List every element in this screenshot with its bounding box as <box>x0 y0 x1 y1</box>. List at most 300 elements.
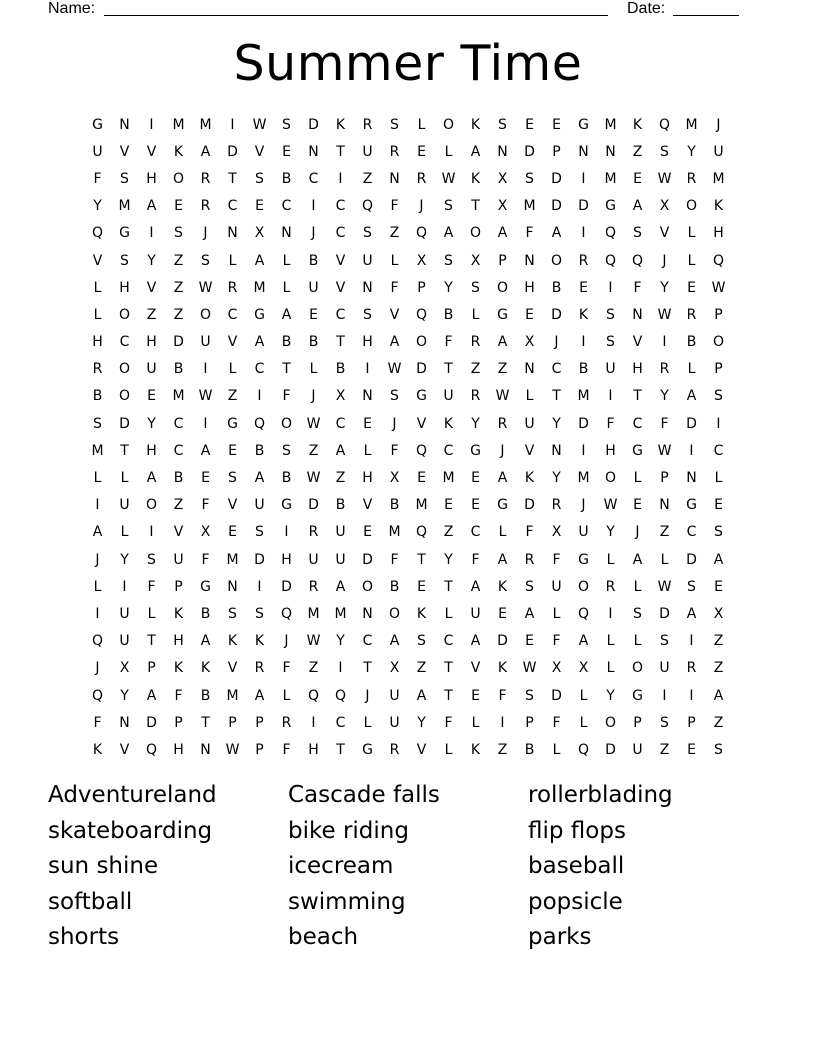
grid-letter: H <box>308 741 319 758</box>
grid-letter: E <box>687 741 696 758</box>
grid-letter: S <box>120 170 129 187</box>
grid-letter: T <box>336 143 345 160</box>
grid-letter: M <box>577 388 590 405</box>
grid-letter: F <box>633 279 642 296</box>
grid-letter: S <box>390 388 399 405</box>
grid-letter: L <box>444 143 453 160</box>
grid-letter: X <box>659 198 670 215</box>
grid-letter: W <box>306 470 321 487</box>
grid-letter: X <box>389 660 400 677</box>
grid-letter: N <box>362 388 373 405</box>
grid-letter: M <box>253 279 266 296</box>
grid-row <box>84 573 732 600</box>
grid-letter: C <box>335 225 346 242</box>
grid-letter: I <box>689 442 694 459</box>
grid-letter: M <box>334 605 347 622</box>
grid-letter: M <box>307 605 320 622</box>
grid-letter: I <box>581 442 586 459</box>
grid-letter: D <box>281 578 292 595</box>
grid-letter: C <box>119 334 130 351</box>
grid-letter: U <box>362 143 373 160</box>
grid-letter: L <box>687 361 696 378</box>
grid-letter: D <box>362 551 373 568</box>
grid-letter: D <box>551 170 562 187</box>
grid-letter: L <box>714 470 723 487</box>
grid-letter: X <box>416 252 427 269</box>
grid-row <box>84 410 732 437</box>
grid-letter: U <box>308 279 319 296</box>
grid-letter: Y <box>444 551 453 568</box>
grid-letter: L <box>525 388 534 405</box>
grid-letter: R <box>389 143 400 160</box>
grid-letter: W <box>441 170 456 187</box>
grid-letter: E <box>147 388 156 405</box>
grid-letter: M <box>226 687 239 704</box>
grid-letter: Q <box>577 605 590 622</box>
grid-letter: I <box>608 605 613 622</box>
grid-letter: F <box>282 388 291 405</box>
grid-letter: E <box>471 687 480 704</box>
grid-letter: I <box>581 225 586 242</box>
word-list-item: swimming <box>288 888 406 915</box>
grid-letter: Q <box>658 116 671 133</box>
grid-letter: V <box>227 497 238 514</box>
grid-letter: Z <box>227 388 238 405</box>
grid-letter: H <box>632 361 643 378</box>
grid-letter: C <box>443 633 454 650</box>
grid-letter: Y <box>336 633 345 650</box>
grid-letter: A <box>254 252 265 269</box>
grid-letter: K <box>470 170 481 187</box>
grid-letter: C <box>335 306 346 323</box>
grid-letter: Z <box>173 252 184 269</box>
grid-letter: S <box>255 170 264 187</box>
grid-letter: S <box>255 524 264 541</box>
grid-row <box>84 628 732 655</box>
grid-letter: H <box>173 741 184 758</box>
grid-letter: S <box>282 442 291 459</box>
grid-letter: M <box>604 170 617 187</box>
name-field-line[interactable] <box>104 15 608 16</box>
grid-letter: F <box>201 551 210 568</box>
grid-letter: L <box>444 605 453 622</box>
grid-letter: G <box>362 741 373 758</box>
grid-letter: I <box>365 361 370 378</box>
grid-letter: S <box>471 279 480 296</box>
grid-letter: J <box>284 633 289 650</box>
grid-letter: W <box>657 306 672 323</box>
grid-letter: S <box>714 388 723 405</box>
grid-letter: A <box>632 198 643 215</box>
grid-letter: B <box>281 470 292 487</box>
grid-letter: S <box>660 143 669 160</box>
grid-letter: E <box>282 143 291 160</box>
grid-letter: C <box>335 415 346 432</box>
grid-letter: L <box>471 714 480 731</box>
word-list-item: beach <box>288 924 359 950</box>
grid-letter: G <box>632 687 643 704</box>
grid-letter: M <box>712 170 725 187</box>
grid-row <box>84 600 732 627</box>
grid-letter: S <box>228 470 237 487</box>
grid-letter: U <box>632 741 643 758</box>
grid-letter: E <box>714 578 723 595</box>
grid-letter: Q <box>712 252 725 269</box>
grid-letter: S <box>282 116 291 133</box>
grid-letter: D <box>659 605 670 622</box>
grid-letter: T <box>417 551 426 568</box>
grid-letter: L <box>606 633 615 650</box>
grid-letter: R <box>497 415 508 432</box>
grid-letter: W <box>657 578 672 595</box>
grid-row <box>84 356 732 383</box>
grid-letter: N <box>524 252 535 269</box>
grid-letter: N <box>497 143 508 160</box>
grid-letter: O <box>172 170 185 187</box>
grid-letter: G <box>119 225 130 242</box>
word-list-item: skateboarding <box>48 817 213 844</box>
grid-letter: T <box>444 361 453 378</box>
grid-letter: L <box>282 279 291 296</box>
grid-letter: Z <box>335 470 346 487</box>
word-list-item: popsicle <box>528 888 623 915</box>
grid-letter: E <box>525 116 534 133</box>
grid-letter: P <box>174 714 183 731</box>
grid-letter: B <box>254 442 265 459</box>
grid-letter: K <box>173 605 184 622</box>
grid-letter: U <box>254 497 265 514</box>
grid-letter: G <box>632 442 643 459</box>
grid-letter: F <box>390 279 399 296</box>
grid-letter: L <box>93 578 102 595</box>
grid-letter: B <box>92 388 103 405</box>
grid-letter: E <box>552 116 561 133</box>
grid-row <box>84 464 732 491</box>
grid-letter: B <box>389 578 400 595</box>
grid-letter: Q <box>91 225 104 242</box>
grid-letter: Q <box>604 225 617 242</box>
grid-letter: L <box>606 551 615 568</box>
word-search-grid <box>84 111 732 764</box>
grid-row <box>84 138 732 165</box>
grid-letter: K <box>578 306 589 323</box>
grid-letter: Z <box>713 714 724 731</box>
grid-letter: U <box>551 578 562 595</box>
grid-letter: Z <box>713 660 724 677</box>
grid-letter: D <box>416 361 427 378</box>
grid-letter: Z <box>443 524 454 541</box>
grid-letter: J <box>95 660 100 677</box>
word-list-item: shorts <box>48 924 120 950</box>
grid-letter: A <box>200 633 211 650</box>
grid-letter: I <box>581 170 586 187</box>
grid-letter: X <box>119 660 130 677</box>
grid-letter: E <box>255 198 264 215</box>
grid-letter: R <box>470 388 481 405</box>
grid-letter: B <box>173 470 184 487</box>
grid-letter: W <box>657 442 672 459</box>
grid-row <box>84 111 732 138</box>
grid-letter: U <box>119 633 130 650</box>
word-list-item: sun shine <box>48 853 159 879</box>
grid-letter: I <box>257 388 262 405</box>
grid-letter: L <box>120 470 129 487</box>
grid-letter: E <box>417 470 426 487</box>
grid-letter: I <box>203 415 208 432</box>
grid-letter: M <box>388 524 401 541</box>
grid-letter: I <box>203 361 208 378</box>
grid-letter: U <box>578 524 589 541</box>
grid-letter: Y <box>660 388 669 405</box>
word-list-item: parks <box>528 924 592 950</box>
grid-letter: C <box>308 170 319 187</box>
grid-letter: U <box>713 143 724 160</box>
grid-letter: C <box>173 442 184 459</box>
grid-letter: L <box>363 442 372 459</box>
grid-letter: I <box>662 334 667 351</box>
grid-letter: W <box>225 741 240 758</box>
grid-letter: O <box>604 714 617 731</box>
grid-letter: A <box>551 225 562 242</box>
grid-row <box>84 383 732 410</box>
grid-letter: L <box>120 524 129 541</box>
date-field-line[interactable] <box>673 15 739 16</box>
grid-letter: S <box>120 252 129 269</box>
grid-letter: S <box>363 306 372 323</box>
grid-letter: K <box>524 470 535 487</box>
grid-letter: Z <box>416 660 427 677</box>
grid-letter: O <box>631 660 644 677</box>
grid-letter: E <box>228 442 237 459</box>
grid-letter: L <box>687 252 696 269</box>
grid-letter: N <box>200 741 211 758</box>
grid-letter: L <box>390 252 399 269</box>
grid-letter: Y <box>552 415 561 432</box>
grid-letter: M <box>226 551 239 568</box>
grid-letter: F <box>282 741 291 758</box>
grid-letter: F <box>282 660 291 677</box>
grid-letter: S <box>147 551 156 568</box>
grid-letter: V <box>119 741 130 758</box>
grid-letter: L <box>228 252 237 269</box>
grid-letter: T <box>228 170 237 187</box>
grid-letter: I <box>338 660 343 677</box>
page-title: Summer Time <box>233 35 583 92</box>
grid-letter: P <box>147 660 156 677</box>
grid-letter: Q <box>604 252 617 269</box>
grid-letter: Z <box>659 741 670 758</box>
word-list-item: baseball <box>528 853 625 879</box>
grid-letter: E <box>363 415 372 432</box>
grid-letter: R <box>308 578 319 595</box>
grid-letter: R <box>92 361 103 378</box>
grid-letter: R <box>308 524 319 541</box>
grid-letter: P <box>714 361 723 378</box>
grid-letter: I <box>581 334 586 351</box>
grid-letter: X <box>470 252 481 269</box>
grid-letter: A <box>416 687 427 704</box>
grid-row <box>84 247 732 274</box>
grid-letter: M <box>604 116 617 133</box>
grid-letter: H <box>524 279 535 296</box>
grid-letter: L <box>93 279 102 296</box>
grid-letter: L <box>309 361 318 378</box>
grid-letter: H <box>173 633 184 650</box>
grid-row <box>84 492 732 519</box>
grid-row <box>84 301 732 328</box>
grid-letter: N <box>281 225 292 242</box>
grid-letter: X <box>497 198 508 215</box>
grid-letter: Y <box>120 687 129 704</box>
grid-letter: Z <box>632 143 643 160</box>
grid-letter: D <box>686 415 697 432</box>
grid-letter: S <box>174 225 183 242</box>
grid-letter: G <box>254 306 265 323</box>
grid-letter: P <box>228 714 237 731</box>
grid-row <box>84 709 732 736</box>
grid-letter: K <box>470 116 481 133</box>
grid-letter: L <box>579 714 588 731</box>
grid-letter: P <box>660 470 669 487</box>
grid-letter: K <box>713 198 724 215</box>
grid-letter: S <box>390 116 399 133</box>
grid-letter: D <box>254 551 265 568</box>
word-list-item: rollerblading <box>528 782 673 808</box>
grid-letter: E <box>633 170 642 187</box>
grid-letter: C <box>470 524 481 541</box>
grid-letter: C <box>443 442 454 459</box>
grid-letter: D <box>578 415 589 432</box>
grid-letter: T <box>147 633 156 650</box>
grid-letter: U <box>524 415 535 432</box>
grid-letter: G <box>281 497 292 514</box>
grid-letter: N <box>119 714 130 731</box>
grid-letter: P <box>633 714 642 731</box>
grid-letter: X <box>254 225 265 242</box>
grid-letter: K <box>443 415 454 432</box>
grid-letter: S <box>444 252 453 269</box>
grid-letter: Z <box>497 361 508 378</box>
grid-letter: A <box>497 551 508 568</box>
grid-row <box>84 519 732 546</box>
grid-letter: Y <box>687 143 696 160</box>
grid-letter: S <box>687 578 696 595</box>
grid-letter: P <box>255 741 264 758</box>
grid-letter: N <box>686 470 697 487</box>
grid-letter: N <box>578 143 589 160</box>
grid-letter: D <box>227 143 238 160</box>
grid-letter: W <box>306 633 321 650</box>
grid-letter: V <box>362 497 373 514</box>
grid-letter: N <box>227 578 238 595</box>
grid-letter: P <box>174 578 183 595</box>
grid-letter: W <box>306 415 321 432</box>
grid-letter: M <box>685 116 698 133</box>
grid-letter: R <box>227 279 238 296</box>
grid-letter: F <box>552 714 561 731</box>
grid-letter: C <box>254 361 265 378</box>
grid-letter: K <box>335 116 346 133</box>
grid-letter: D <box>146 714 157 731</box>
word-list-item: softball <box>48 888 133 915</box>
grid-letter: T <box>444 578 453 595</box>
grid-letter: O <box>712 334 725 351</box>
grid-letter: M <box>172 116 185 133</box>
grid-letter: L <box>93 306 102 323</box>
grid-letter: M <box>523 198 536 215</box>
grid-letter: V <box>389 306 400 323</box>
date-label: Date: <box>627 0 666 17</box>
grid-letter: M <box>199 116 212 133</box>
grid-letter: N <box>551 442 562 459</box>
grid-letter: D <box>308 497 319 514</box>
grid-letter: F <box>390 198 399 215</box>
grid-letter: I <box>608 279 613 296</box>
grid-letter: L <box>363 714 372 731</box>
word-list-item: Cascade falls <box>288 782 440 808</box>
grid-letter: Z <box>389 225 400 242</box>
grid-row <box>84 736 732 763</box>
name-label: Name: <box>48 0 96 17</box>
grid-letter: I <box>95 605 100 622</box>
grid-letter: G <box>578 551 589 568</box>
grid-letter: B <box>335 497 346 514</box>
grid-letter: O <box>118 388 131 405</box>
grid-letter: F <box>606 415 615 432</box>
grid-letter: A <box>497 470 508 487</box>
grid-letter: A <box>713 551 724 568</box>
grid-letter: E <box>525 633 534 650</box>
grid-letter: U <box>389 714 400 731</box>
grid-letter: I <box>500 714 505 731</box>
grid-letter: H <box>92 334 103 351</box>
grid-letter: E <box>714 497 723 514</box>
grid-letter: O <box>145 497 158 514</box>
grid-letter: U <box>200 334 211 351</box>
grid-letter: Y <box>606 524 615 541</box>
grid-letter: N <box>362 279 373 296</box>
grid-letter: F <box>390 551 399 568</box>
grid-letter: S <box>660 633 669 650</box>
grid-letter: L <box>417 116 426 133</box>
grid-letter: M <box>442 470 455 487</box>
grid-letter: V <box>146 279 157 296</box>
grid-letter: J <box>311 225 316 242</box>
grid-letter: W <box>198 279 213 296</box>
grid-letter: Z <box>659 524 670 541</box>
grid-row <box>84 165 732 192</box>
grid-letter: V <box>227 334 238 351</box>
grid-letter: U <box>308 551 319 568</box>
grid-letter: T <box>363 660 372 677</box>
grid-letter: O <box>388 605 401 622</box>
grid-letter: A <box>200 442 211 459</box>
grid-letter: L <box>93 470 102 487</box>
grid-letter: I <box>662 687 667 704</box>
grid-letter: P <box>552 143 561 160</box>
grid-letter: H <box>146 334 157 351</box>
grid-letter: J <box>365 687 370 704</box>
grid-letter: C <box>281 198 292 215</box>
grid-letter: E <box>471 497 480 514</box>
grid-row <box>84 655 732 682</box>
grid-letter: A <box>254 470 265 487</box>
grid-letter: Q <box>280 605 293 622</box>
grid-letter: B <box>524 741 535 758</box>
grid-letter: E <box>471 470 480 487</box>
grid-letter: F <box>471 551 480 568</box>
grid-letter: Z <box>146 306 157 323</box>
